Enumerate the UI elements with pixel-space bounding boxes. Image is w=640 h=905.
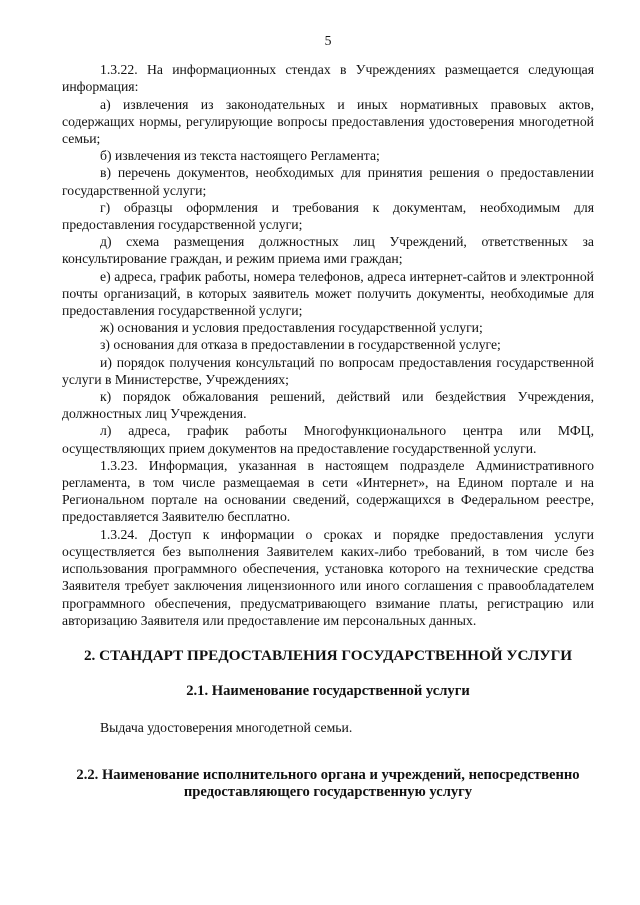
subsection-1-text: Выдача удостоверения многодетной семьи. xyxy=(100,720,353,736)
section-title: 2. СТАНДАРТ ПРЕДОСТАВЛЕНИЯ ГОСУДАРСТВЕННОЙ УСЛУГИ xyxy=(83,646,573,664)
list-item-d: д) схема размещения должностных лиц Учреждений, ответственных за консультирование граждан, и режим приема ими граждан; xyxy=(62,234,594,267)
list-item-zh: ж) основания и условия предоставления государственной услуги; xyxy=(100,320,483,336)
list-item-g: г) образцы оформления и требования к документам, необходимым для предоставления государственной услуги; xyxy=(62,199,594,233)
document-page xyxy=(62,32,594,801)
list-item-v: в) перечень документов, необходимых для принятия решения о предоставлении государственной услуги; xyxy=(62,165,594,198)
page-number: 5 xyxy=(324,33,332,48)
list-item-k: к) порядок обжалования решений, действий или бездействия Учреждения, должностных лиц Учреждения. xyxy=(62,389,594,422)
list-item-l: л) адреса, график работы Многофункционального центра или МФЦ, осуществляющих прием документов на предоставление государственной услуги. xyxy=(62,423,594,456)
paragraph-1-3-23: 1.3.23. Информация, указанная в настоящем подразделе Административного регламента, в том числе размещаемая в сети «Интернет», на Едином портале и на Региональном портале на основании сведений, содержащихся в Федеральном реестре, предоставляется Заявителю бесплатно. xyxy=(62,457,594,525)
list-item-z: з) основания для отказа в предоставлении в государственной услуге; xyxy=(100,337,501,353)
list-item-e: е) адреса, график работы, номера телефонов, адреса интернет-сайтов и электронной почты организаций, в которых заявитель может получить документы, необходимые для предоставления государственной услуги; xyxy=(62,268,594,319)
list-item-b: б) извлечения из текста настоящего Регламента; xyxy=(100,148,380,164)
list-item-a: а) извлечения из законодательных и иных нормативных правовых актов, содержащих нормы, регулирующие вопросы предоставления удостоверения многодетной семьи; xyxy=(62,96,594,147)
paragraph-1-3-22: 1.3.22. На информационных стендах в Учреждениях размещается следующая информация: xyxy=(62,62,594,95)
subsection-1-title: 2.1. Наименование государственной услуги xyxy=(186,683,470,700)
subsection-2-title: 2.2. Наименование исполнительного органа и учреждений, непосредственно предоставляющего государственную услугу xyxy=(76,766,580,800)
list-item-i: и) порядок получения консультаций по вопросам предоставления государственной услуги в Министерстве, Учреждениях; xyxy=(62,354,594,387)
paragraph-1-3-24: 1.3.24. Доступ к информации о сроках и порядке предоставления услуги осуществляется без выполнения Заявителем каких-либо требований, в том числе без использования программного обеспечения, установка которого на технические средства Заявителя требует заключения лицензионного или иного соглашения с правообладателем программного обеспечения, предусматривающего взимание платы, регистрацию или авторизацию Заявителя или предоставление им персональных данных. xyxy=(62,526,594,628)
